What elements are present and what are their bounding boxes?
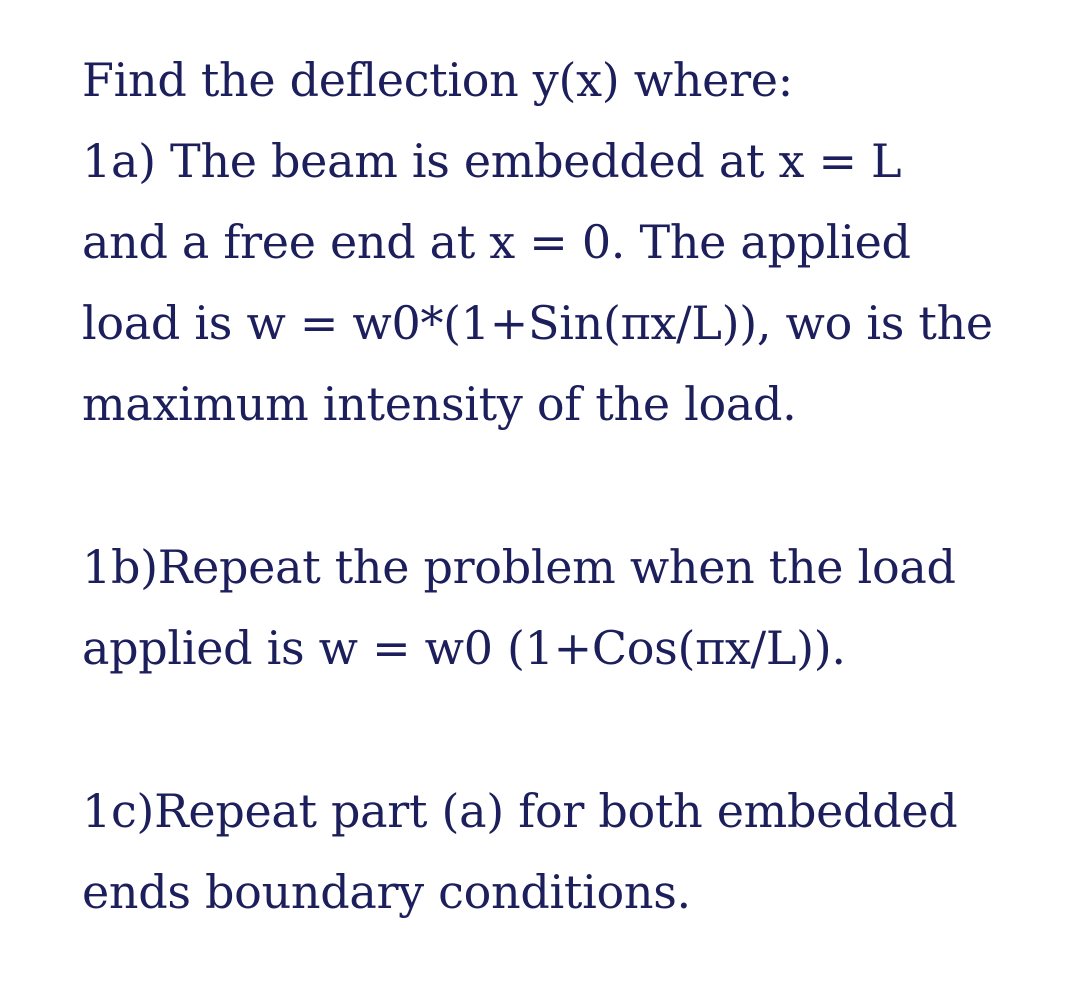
- part-b: [82, 527, 1072, 689]
- paragraph-spacer: [82, 445, 1072, 527]
- problem-statement: [82, 40, 1072, 933]
- part-a-line-2: and a free end at x = 0. The applied: [82, 215, 911, 269]
- part-a: [82, 121, 1072, 445]
- paragraph-spacer: [82, 689, 1072, 771]
- intro-line: Find the deflection y(x) where:: [82, 53, 793, 107]
- part-b-line-1: 1b)Repeat the problem when the load: [82, 540, 956, 594]
- part-c-line-1: 1c)Repeat part (a) for both embedded: [82, 784, 958, 838]
- part-c: [82, 771, 1072, 933]
- part-c-line-2: ends boundary conditions.: [82, 865, 691, 919]
- part-a-line-1: 1a) The beam is embedded at x = L: [82, 134, 902, 188]
- part-b-line-2: applied is w = w0 (1+Cos(πx/L)).: [82, 621, 846, 675]
- part-a-line-4: maximum intensity of the load.: [82, 377, 797, 431]
- part-a-line-3: load is w = w0*(1+Sin(πx/L)), wo is the: [82, 296, 993, 350]
